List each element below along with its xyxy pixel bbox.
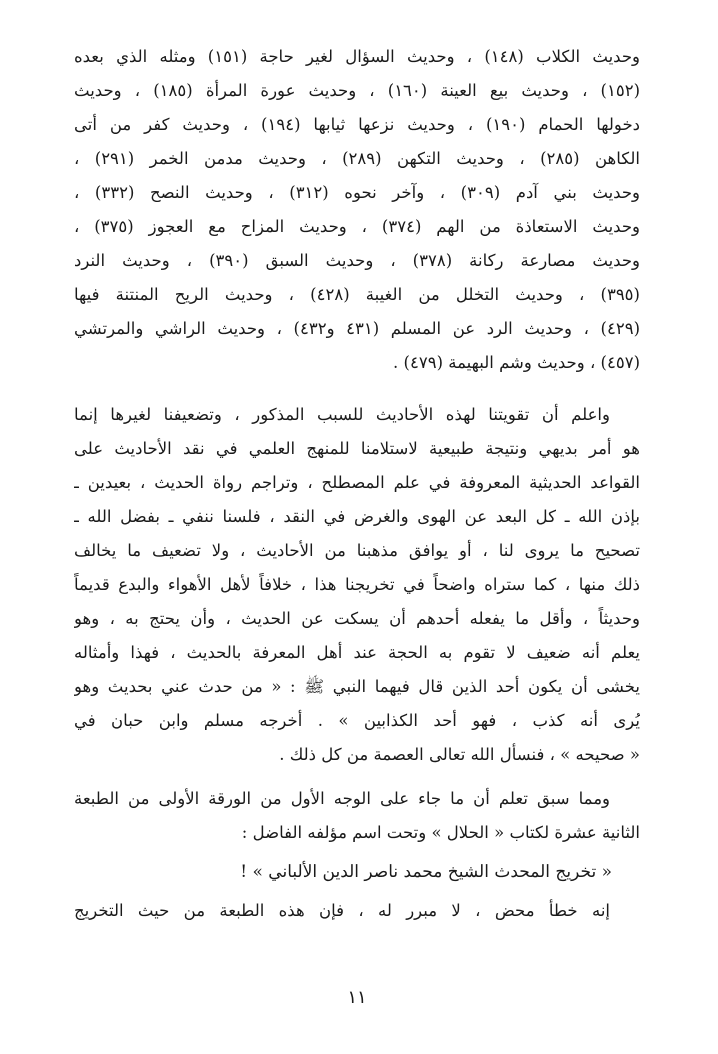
text-line: الكاهن (٢٨٥) ، وحديث التكهن (٢٨٩) ، وحديث مدمن الخمر (٢٩١) ، [74,149,640,168]
text-line: القواعد الحديثية المعروفة في علم المصطلح ، وتراجم رواة الحديث ، بعيدين ـ [74,473,640,492]
text-line: (٤٢٩) ، وحديث الرد عن المسلم (٤٣١ و٤٣٢) ، وحديث الراشي والمرتشي [74,319,640,338]
text-line: (١٥٢) ، وحديث بيع العينة (١٦٠) ، وحديث عورة المرأة (١٨٥) ، وحديث [74,81,640,100]
page-number: ١١ [347,987,367,1008]
paragraph-edition-note [74,782,640,850]
text-line: وحديث الكلاب (١٤٨) ، وحديث السؤال لغير حاجة (١٥١) ومثله الذي بعده [74,47,640,66]
text-line: إنه خطأ محض ، لا مبرر له ، فإن هذه الطبعة من حيث التخريج [74,901,610,920]
text-line: ذلك منها ، كما ستراه واضحاً في تخريجنا هذا ، خلافاً لأهل الأهواء والبدع قديماً [74,575,640,594]
text-line: هو أمر بديهي ونتيجة طبيعية لاستلامنا للمنهج العلمي في نقد الأحاديث على [74,439,640,458]
text-line: دخولها الحمام (١٩٠) ، وحديث نزعها ثيابها (١٩٤) ، وحديث كفر من أتى [74,115,640,134]
quoted-title: « تخريج المحدث الشيخ محمد ناصر الدين الألباني » ! [240,862,612,882]
text-line: وحديث مصارعة ركانة (٣٧٨) ، وحديث السبق (٣٩٠) ، وحديث النرد [74,251,640,270]
paragraph-methodology [74,398,640,772]
paragraph-gap [74,380,640,398]
text-line: بإذن الله ـ كل البعد عن الهوى والغرض في النقد ، فلسنا ننفي ـ بفضل الله ـ [74,507,640,526]
paragraph-references [74,40,640,380]
text-line: وحديثاً ، وأقل ما يفعله أحدهم أن يسكت عن الحديث ، وأن يحتج به ، وهو [74,609,640,628]
text-line: (٤٥٧) ، وحديث وشم البهيمة (٤٧٩) . [393,353,640,372]
text-line: تصحيح ما يروى لنا ، أو يوافق مذهبنا من الأحاديث ، ولا تضعيف ما يخالف [74,541,640,560]
text-line: يخشى أن يكون أحد الذين قال فيهما النبي ﷺ : « من حدث عني بحديث وهو [74,677,640,696]
text-line: (٣٩٥) ، وحديث التخلل من الغيبة (٤٢٨) ، وحديث الريح المنتنة فيها [74,285,640,304]
text-line: ومما سبق تعلم أن ما جاء على الوجه الأول من الورقة الأولى من الطبعة [74,789,610,808]
text-line: الثانية عشرة لكتاب « الحلال » وتحت اسم مؤلفه الفاضل : [241,823,640,842]
text-line: يعلم أنه ضعيف لا تقوم به الحجة عند أهل المعرفة بالحديث ، فهذا وأمثاله [74,643,640,662]
paragraph-gap [74,772,640,782]
text-line: وحديث الاستعاذة من الهم (٣٧٤) ، وحديث المزاح مع العجوز (٣٧٥) ، [74,217,640,236]
text-line: « صحيحه » ، فنسأل الله تعالى العصمة من كل ذلك . [279,745,640,764]
text-line: وحديث بني آدم (٣٠٩) ، وآخر نحوه (٣١٢) ، وحديث النصح (٣٣٢) ، [74,183,640,202]
book-page [74,40,640,1030]
text-line: واعلم أن تقويتنا لهذه الأحاديث للسبب المذكور ، وتضعيفنا لغيرها إنما [74,405,610,424]
paragraph-conclusion [74,894,640,928]
text-line: يُرى أنه كذب ، فهو أحد الكذابين » . أخرجه مسلم وابن حبان في [74,711,640,730]
